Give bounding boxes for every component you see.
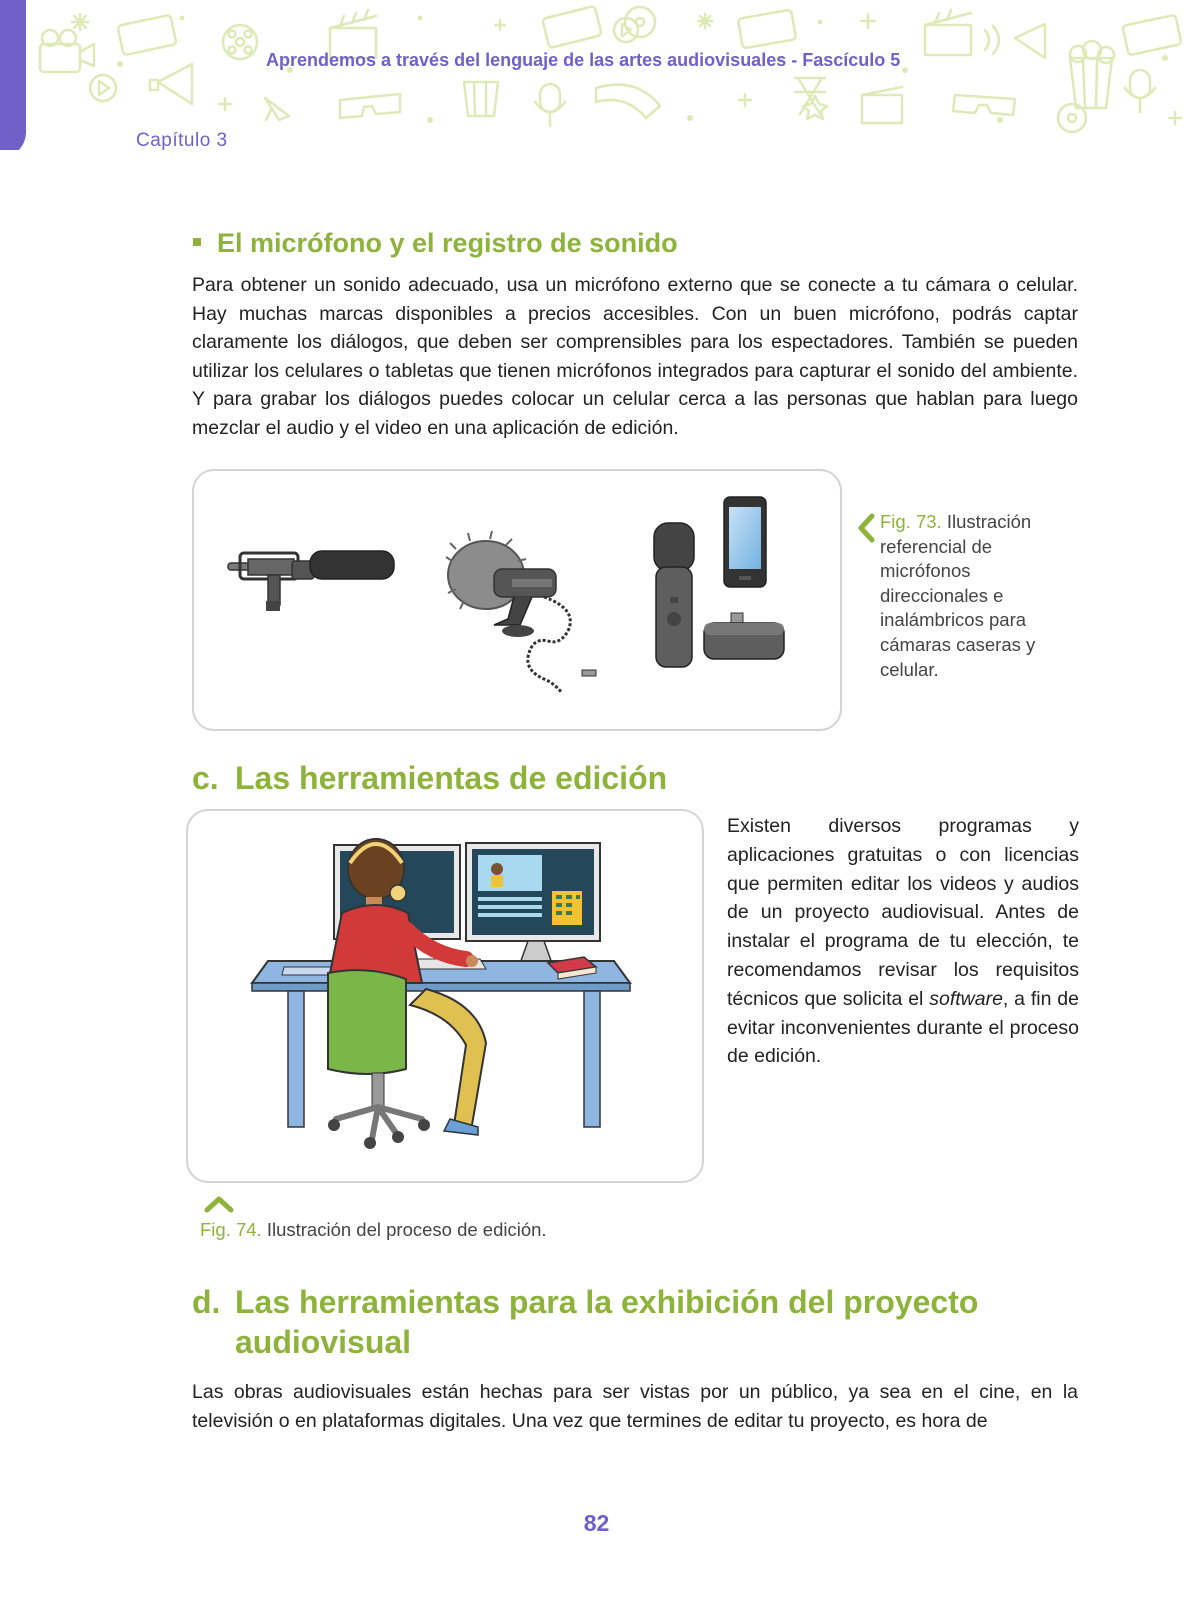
microphones-illustration (194, 471, 840, 729)
camera-icon (40, 30, 94, 72)
bullet-square-icon (193, 238, 201, 246)
section-c-title: Las herramientas de edición (235, 760, 668, 796)
section-d-letter: d. (192, 1284, 221, 1320)
popcorn-icon (1070, 41, 1114, 108)
wireless-receiver-icon (704, 613, 784, 659)
3d-glasses-icon (340, 94, 400, 118)
ticket-icon (1122, 15, 1181, 56)
mic-heading-text: El micrófono y el registro de sonido (217, 228, 678, 258)
popcorn-icon (464, 82, 498, 116)
section-d-heading (192, 1282, 992, 1362)
camera-microphone-icon (446, 531, 596, 693)
section-c-heading (192, 758, 667, 798)
office-chair-icon (328, 970, 430, 1149)
play-icon (90, 75, 116, 101)
chevron-left-icon (857, 513, 875, 543)
megaphone-icon (1015, 24, 1045, 58)
star-icon (219, 98, 231, 110)
editing-paragraph (727, 812, 1079, 1071)
ticket-icon (542, 6, 602, 48)
editing-illustration (188, 811, 702, 1181)
figure-74-label: Fig. 74. (200, 1219, 262, 1240)
header-band (0, 0, 1193, 150)
exhibition-paragraph: Las obras audiovisuales están hechas para ser vistas por un público, ya sea en el cine, en la televisión o en plataformas digitales. Una vez que termines de editar tu proyecto, es hora de (192, 1381, 1078, 1432)
microphone-icon (535, 84, 565, 126)
film-reel-icon (223, 25, 257, 59)
figure-73-label: Fig. 73. (880, 511, 942, 532)
figure-73-frame (192, 469, 842, 731)
star-icon (72, 14, 88, 30)
editing-paragraph-part2: , a fin de evitar inconvenientes durante el proceso de edición. (727, 987, 1079, 1068)
chapter-label: Capítulo 3 (136, 130, 228, 150)
side-tab (0, 0, 26, 150)
ticket-icon (738, 10, 796, 49)
header-title: Aprendemos a través del lenguaje de las artes audiovisuales - Fascículo 5 (266, 50, 901, 70)
award-icon (265, 98, 289, 120)
figure-73-text: Ilustración referencial de micrófonos direccionales e inalámbricos para cámaras caseras y celular. (880, 511, 1036, 680)
wireless-microphone-icon (654, 523, 694, 667)
shotgun-microphone-icon (228, 551, 394, 611)
film-strip-icon (596, 85, 660, 118)
cinema-doodle-pattern (0, 0, 1193, 150)
microphone-icon (1125, 70, 1155, 112)
figure-74-caption (200, 1219, 547, 1241)
star-icon (861, 14, 875, 28)
chevron-up-icon (203, 1195, 235, 1213)
star-icon (698, 14, 712, 28)
clapperboard-icon (925, 10, 971, 55)
star-icon (1169, 112, 1181, 124)
figure-74-text: Ilustración del proceso de edición. (261, 1219, 547, 1240)
star-icon (739, 94, 751, 106)
person-legs-icon (410, 989, 486, 1135)
megaphone-icon (150, 64, 192, 104)
section-c-letter: c. (192, 760, 219, 796)
editing-paragraph-part1: Existen diversos programas y aplicaciones gratuitas o con licencias que permiten editar los videos y audios de un proyecto audiovisual. Antes de instalar el programa de tu elección, te recomendamos revisar los requisitos técnicos que solicita el (727, 815, 1079, 1010)
3d-glasses-icon (953, 95, 1015, 115)
figure-73-caption (880, 510, 1060, 682)
mic-section-heading (193, 228, 678, 259)
smartphone-icon (724, 497, 766, 587)
ticket-icon (117, 15, 176, 56)
sound-wave-icon (985, 26, 999, 54)
director-chair-icon (795, 78, 825, 114)
figure-74-frame (186, 809, 704, 1183)
section-d-title-line2: audiovisual (235, 1324, 412, 1360)
desk-icon (252, 959, 630, 1127)
software-term: software (929, 987, 1003, 1010)
clapperboard-icon (862, 87, 902, 123)
mic-paragraph: Para obtener un sonido adecuado, usa un micrófono externo que se conecte a tu cámara o celular. Hay muchas marcas disponibles a precios accesibles. Con un buen micrófono, podrás captar claramente los diálogos, que deben ser comprensibles para los espectadores. También se pueden utilizar los celulares o tabletas que tienen micrófonos integrados para capturar el sonido del ambiente. Y para grabar los diálogos puedes colocar un celular cerca a las personas que hablan para luego mezclar el audio y el video en una aplicación de edición. (192, 274, 1078, 439)
monitor-right-icon (466, 843, 600, 969)
star-icon (495, 20, 505, 30)
page-number: 82 (583, 1510, 610, 1536)
section-d-title-line1: Las herramientas para la exhibición del proyecto (235, 1284, 979, 1320)
